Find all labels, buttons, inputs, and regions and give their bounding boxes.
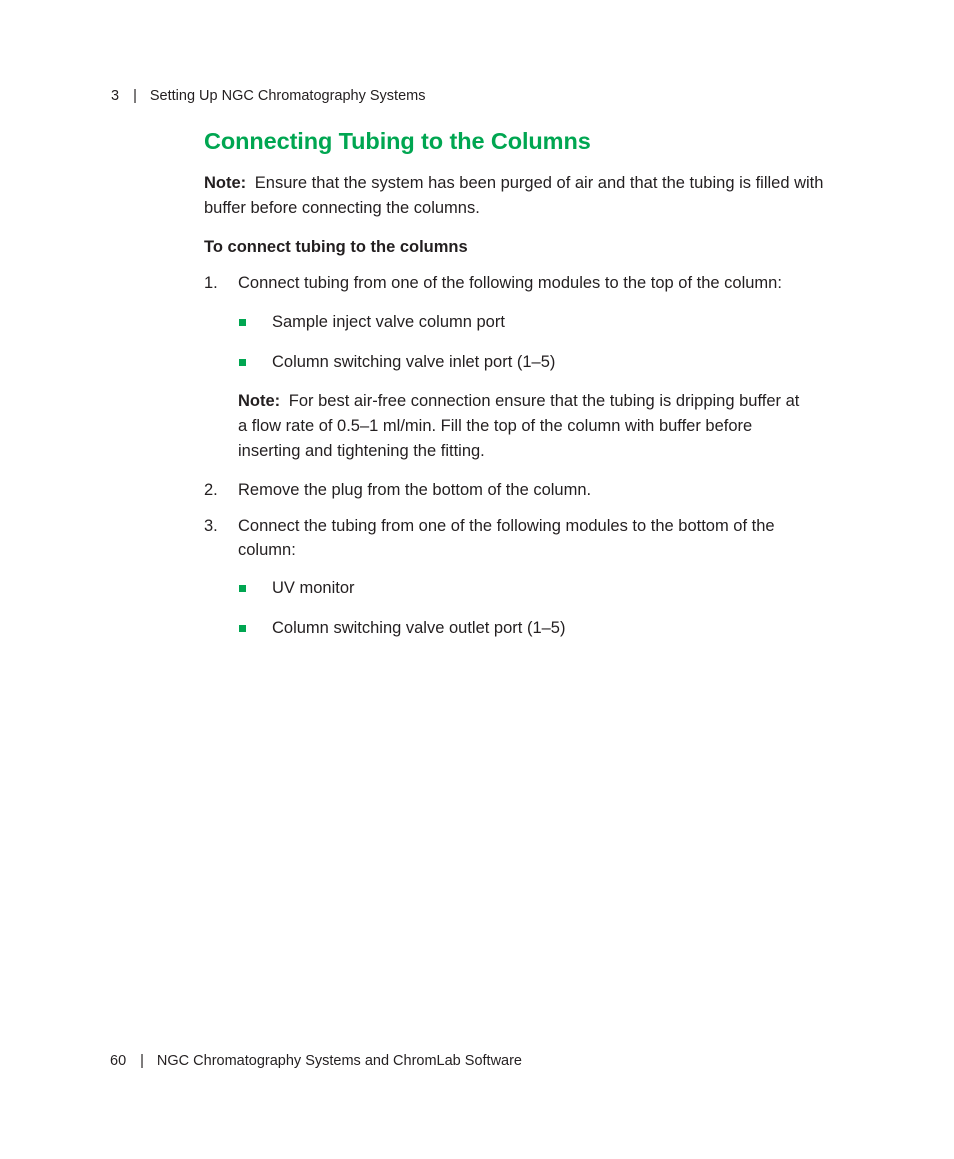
running-footer	[110, 1052, 522, 1070]
bullet-square-icon	[239, 625, 246, 632]
list-item	[238, 311, 824, 333]
chapter-number: 3	[111, 88, 120, 104]
bullet-square-icon	[239, 319, 246, 326]
note-label: Note:	[238, 391, 281, 410]
step-text: Connect tubing from one of the following modules to the top of the column:	[238, 274, 782, 292]
procedure-heading: To connect tubing to the columns	[204, 238, 468, 256]
list-item	[238, 577, 824, 599]
section-title: Connecting Tubing to the Columns	[204, 128, 591, 154]
header-separator: |	[133, 88, 137, 104]
book-title: NGC Chromatography Systems and ChromLab Software	[156, 1053, 522, 1069]
list-item	[238, 351, 824, 373]
step-2	[204, 479, 824, 503]
note-text: Ensure that the system has been purged of air and that the tubing is filled with buffer before connecting the columns.	[204, 174, 824, 217]
step-3	[204, 515, 824, 639]
step-number: 2.	[204, 480, 218, 499]
step-1	[204, 272, 824, 464]
running-header	[111, 87, 425, 105]
bullet-square-icon	[239, 359, 246, 366]
page-number: 60	[110, 1053, 127, 1069]
section-note	[204, 171, 824, 220]
chapter-title: Setting Up NGC Chromatography Systems	[149, 88, 426, 104]
list-item	[238, 617, 824, 639]
main-content	[204, 126, 824, 639]
note-label: Note:	[204, 174, 247, 192]
bullet-square-icon	[239, 585, 246, 592]
step-number: 3.	[204, 517, 218, 535]
bullet-text: Sample inject valve column port	[272, 312, 505, 331]
note-text: For best air-free connection ensure that the tubing is dripping buffer at a flow rate of 0.5–1 ml/min. Fill the top of the column with buffer before inserting and tightening the fitting.	[238, 391, 800, 460]
bullet-text: Column switching valve outlet port (1–5)	[272, 619, 566, 637]
bullet-text: Column switching valve inlet port (1–5)	[272, 352, 556, 371]
step-text: Remove the plug from the bottom of the column.	[238, 480, 592, 499]
step-number: 1.	[204, 274, 218, 292]
bullet-text: UV monitor	[272, 579, 355, 597]
step-text: Connect the tubing from one of the following modules to the bottom of the column:	[238, 517, 775, 559]
footer-separator: |	[140, 1053, 144, 1069]
step-note	[238, 389, 808, 464]
